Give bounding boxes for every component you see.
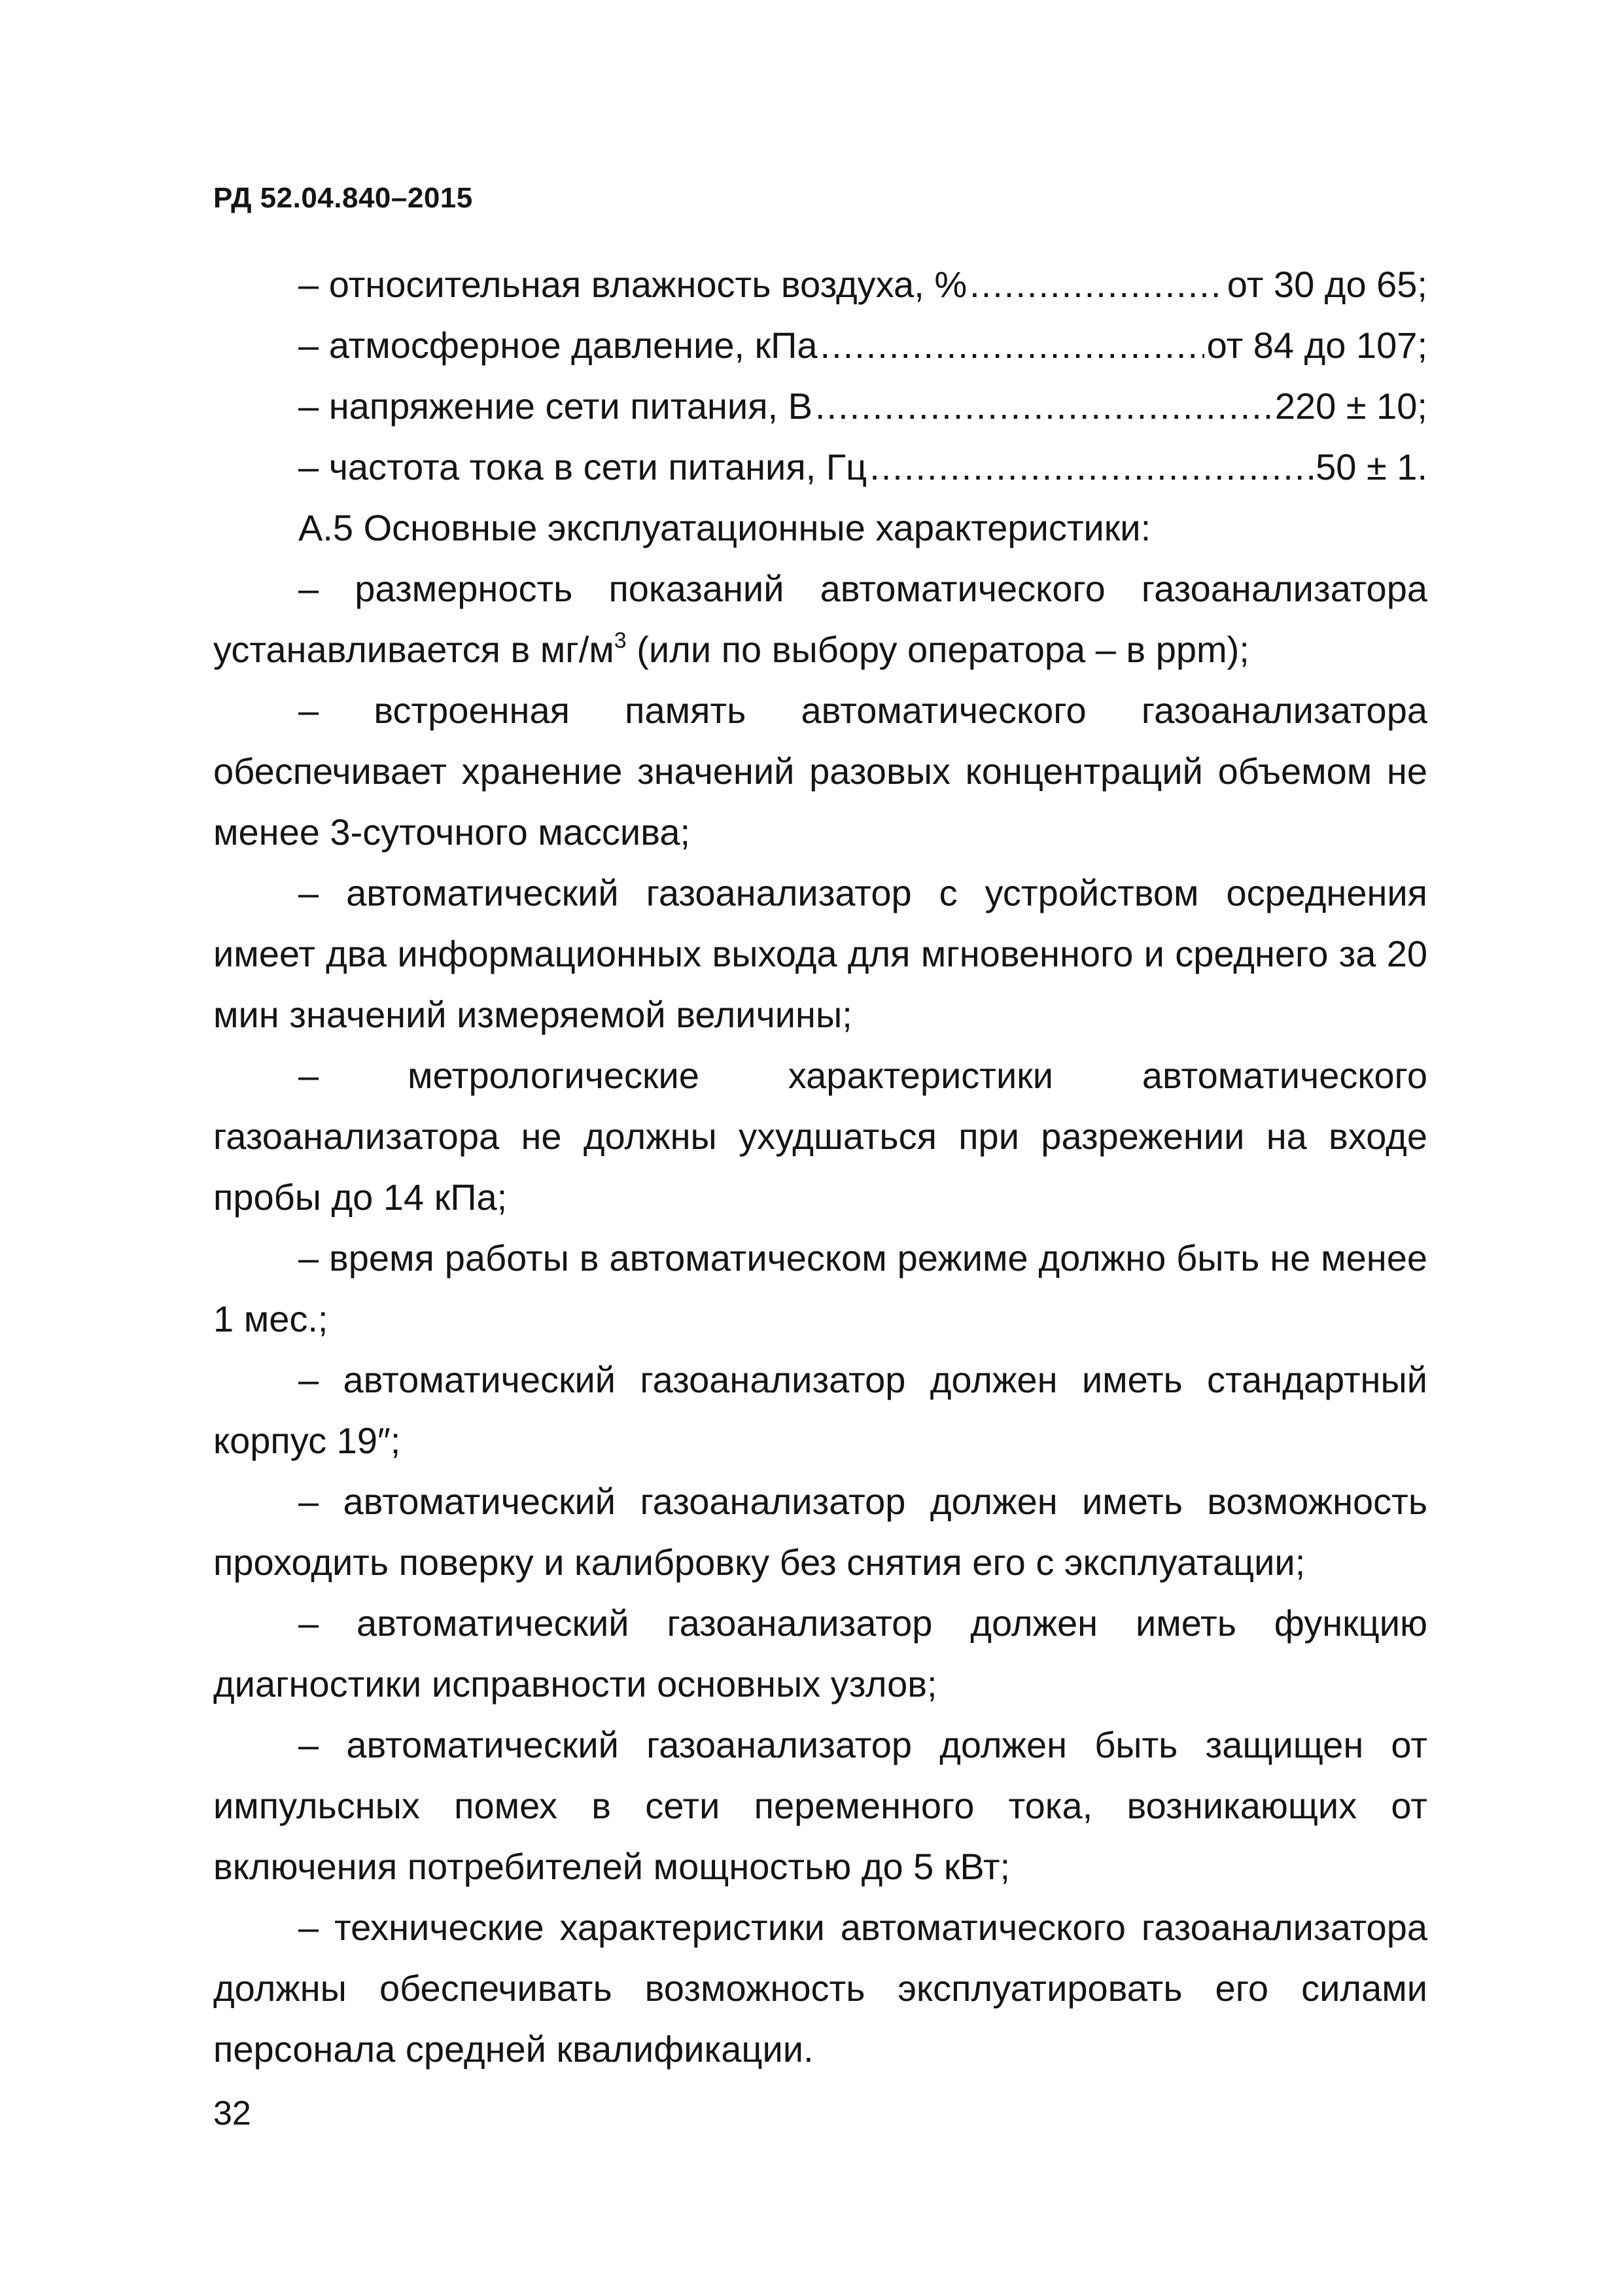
item-units [213,558,1427,680]
section-title: А.5 Основные эксплуатационные характеристики: [298,507,1151,548]
item-units-text-end: (или по выбору оператора – в ppm); [626,629,1249,670]
item-diagnostics: – автоматический газоанализатор должен иметь функцию диагностики исправности основных узлов; [213,1602,1427,1704]
item-units-text: – размерность показаний автоматического газоанализатора устанавливается в мг/м [213,568,1427,670]
document-code: РД 52.04.840–2015 [213,182,473,214]
param-name: – напряжение сети питания, В [298,385,812,427]
param-line-voltage [298,376,1427,436]
param-name: – частота тока в сети питания, Гц [298,446,867,487]
param-value: 220 ± 10; [1274,385,1427,427]
dot-leader [820,315,1204,376]
item-verification: – автоматический газоанализатор должен иметь возможность проходить поверку и калибровку без снятия его с эксплуатации; [213,1481,1427,1583]
page-number: 32 [213,2094,251,2132]
superscript: 3 [614,628,627,653]
param-value: от 30 до 65; [1227,264,1427,305]
param-line-pressure [298,315,1427,376]
param-value: от 84 до 107; [1206,325,1427,366]
item-housing: – автоматический газоанализатор должен иметь стандартный корпус 19″; [213,1359,1427,1461]
param-value: 50 ± 1. [1316,446,1427,487]
item-memory: – встроенная память автоматического газоанализатора обеспечивает хранение значений разовых концентраций объемом не менее 3-суточного массива; [213,690,1427,853]
item-qualification: – технические характеристики автоматического газоанализатора должны обеспечивать возможность эксплуатировать его силами персонала средней квалификации. [213,1907,1427,2070]
item-metrology: – метрологические характеристики автоматического газоанализатора не должны ухудшаться при разрежении на входе пробы до 14 кПа; [213,1055,1427,1218]
dot-leader [869,436,1313,497]
param-line-frequency [298,436,1427,497]
item-protection: – автоматический газоанализатор должен быть защищен от импульсных помех в сети переменного тока, возникающих от включения потребителей мощностью до 5 кВт; [213,1724,1427,1887]
param-name: – относительная влажность воздуха, % [298,264,968,305]
param-line-humidity [298,254,1427,315]
dot-leader [815,376,1272,436]
param-name: – атмосферное давление, кПа [298,325,818,366]
dot-leader [969,254,1225,315]
item-outputs: – автоматический газоанализатор с устройством осреднения имеет два информационных выхода для мгновенного и среднего за 20 мин значений измеряемой величины; [213,872,1427,1035]
document-body [213,254,1427,2079]
item-runtime: – время работы в автоматическом режиме должно быть не менее 1 мес.; [213,1237,1427,1339]
